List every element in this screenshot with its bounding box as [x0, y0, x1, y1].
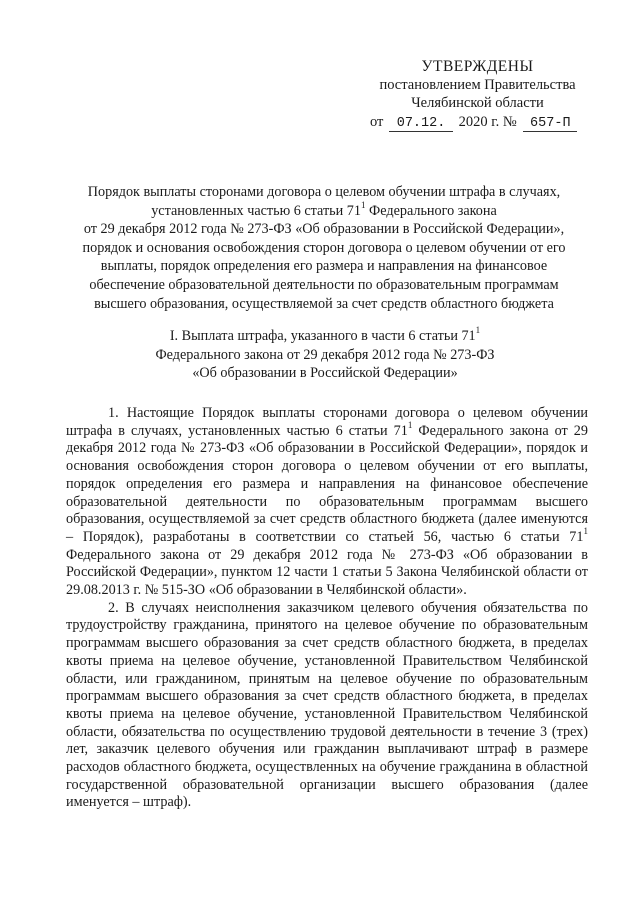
title-line-7: высшего образования, осуществляемой за счет средств областного бюджета — [94, 295, 554, 312]
approval-number-field: 657-П — [523, 116, 577, 132]
title-line-2-b: Федерального закона — [365, 202, 497, 219]
approval-date-number-line — [370, 113, 585, 132]
title-line-5: выплаты, порядок определения его размера и направления на финансовое — [100, 258, 548, 275]
paragraph-1 — [66, 405, 588, 600]
section-line-1 — [110, 327, 540, 346]
approval-heading: УТВЕРЖДЕНЫ — [421, 58, 534, 75]
paragraph-1-part-b: Федерального закона от 29 декабря 2012 года № 273-ФЗ «Об образовании в Российской Федерации», порядок и основания освобождения сторон договора о целевом обучении от его выплаты, порядок определения его размера и направления на финансовое обеспечение образовательной деятельности по образовательным программам высшего образования, осуществляемой за счет средств областного бюджета (далее именуются – Порядок), разработаны в соответствии со статьей 56, частью 6 статьи 71 — [66, 422, 588, 545]
section-heading — [110, 327, 540, 383]
approval-year-text: 2020 г. № — [458, 114, 517, 130]
title-line-2-sup: 1 — [360, 199, 366, 210]
paragraph-1-sup-1: 1 — [407, 419, 413, 430]
title-line-6: обеспечение образовательной деятельности по образовательным программам — [89, 276, 559, 293]
section-line-1-a: I. Выплата штрафа, указанного в части 6 статьи 71 — [169, 328, 476, 344]
document-title — [60, 183, 588, 313]
title-line-4: порядок и основания освобождения сторон договора о целевом обучении от его — [82, 239, 566, 256]
paragraph-2: 2. В случаях неисполнения заказчиком целевого обучения обязательства по трудоустройству гражданина, принятого на целевое обучение по образовательным программам высшего образования за счет средств областного бюджета, в пределах квоты приема на целевое обучение, установленной Правительством Челябинской области, или гражданином, принятым на целевое обучение по образовательным программам высшего образования за счет средств областного бюджета, в пределах квоты приема на целевое обучение, установленной Правительством Челябинской области, обязательства по осуществлению трудовой деятельности в течение 3 (трех) лет, заказчик целевого обучения или гражданин выплачивают штраф в размере расходов областного бюджета, осуществленных на обучение гражданина в областной государственной образовательной организации высшего образования (далее именуется – штраф). — [66, 599, 588, 811]
section-line-3: «Об образовании в Российской Федерации» — [192, 365, 458, 382]
title-line-2 — [60, 199, 588, 221]
paragraph-1-part-c: Федерального закона от 29 декабря 2012 года № 273-ФЗ «Об образовании в Российской Федерации», пунктом 12 части 1 статьи 5 Закона Челябинской области от 29.08.2013 г. № 515-ЗО «Об образовании в Челябинской области». — [66, 546, 588, 599]
approval-line-2: Челябинской области — [411, 95, 544, 111]
title-line-3: от 29 декабря 2012 года № 273-ФЗ «Об образовании в Российской Федерации», — [83, 221, 565, 238]
section-line-1-sup: 1 — [475, 325, 481, 336]
title-line-1: Порядок выплаты сторонами договора о целевом обучении штрафа в случаях, — [87, 184, 561, 200]
approval-stamp — [370, 58, 585, 132]
paragraph-1-sup-2: 1 — [583, 526, 588, 537]
document-body — [66, 405, 588, 812]
approval-date-field: 07.12. — [389, 116, 453, 132]
section-line-2: Федерального закона от 29 декабря 2012 года № 273-ФЗ — [155, 346, 495, 363]
approval-from-label: от — [370, 114, 384, 130]
title-line-2-a: установленных частью 6 статьи 71 — [151, 202, 361, 219]
approval-line-1: постановлением Правительства — [379, 77, 576, 93]
paragraph-1-part-a: 1. Настоящие Порядок выплаты сторонами договора о целевом обучении штрафа в случаях, установленных частью 6 статьи 71 — [66, 405, 588, 439]
